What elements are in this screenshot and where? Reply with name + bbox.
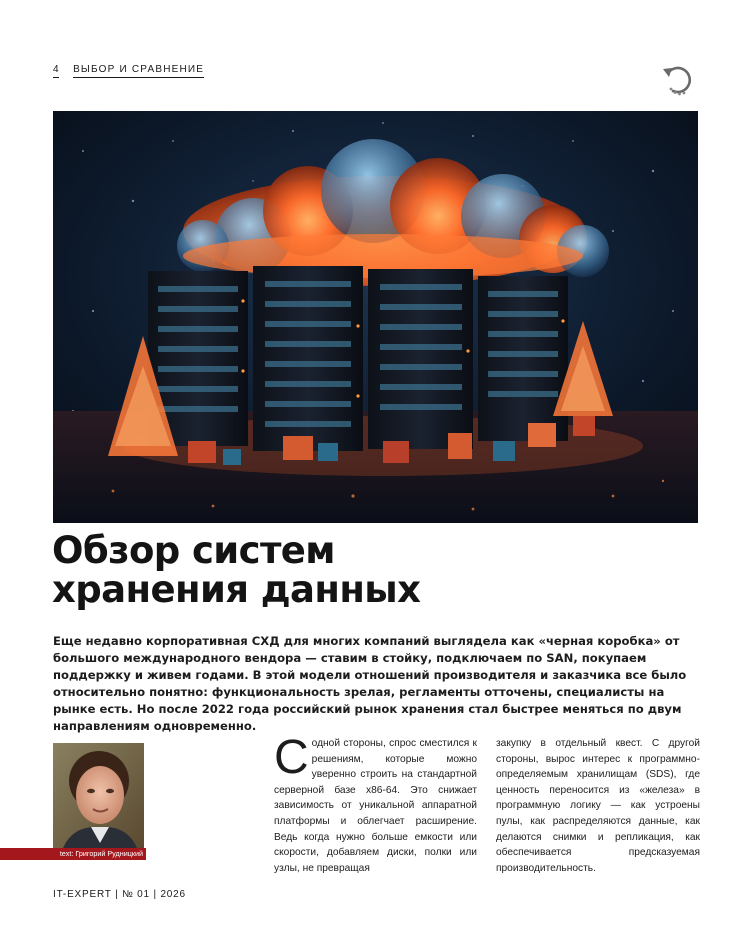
section-title: ВЫБОР И СРАВНЕНИЕ (73, 64, 204, 78)
article-lead: Еще недавно корпоративная СХД для многих компаний выглядела как «черная коробка» от большого международного вендора — ставим в стойку, подключаем по SAN, покупаем поддержку и живем годами. В этой модели отношений производителя и заказчика все было относительно понятно: функциональность зрелая, регламенты отточены, специалисты на рынке есть. Но после 2022 года российский рынок хранения стал быстрее меняться по двум направлениям одновременно. (53, 634, 687, 733)
article-title (52, 531, 420, 609)
body-column-2: закупку в отдельный квест. С другой стороны, вырос интерес к программно-определяемым хранилищам (SDS), где ценность переносится из «железа» в программную логику — как устроены пулы, как распределяются данные, как делаются снимки и репликация, как обеспечивается предсказуемая производительность. (496, 738, 700, 874)
title-line-2: хранения данных (52, 568, 421, 611)
back-rotate-icon[interactable] (660, 60, 698, 98)
drop-cap: С (274, 731, 309, 784)
body-column-1-text: одной стороны, спрос сместился к решениям, которые можно уверенно строить на стандартной серверной базе x86-64. Это снижает зависимость от уникальной аппаратной платформы и облегчает расширение. Ведь когда нужно больше емкости или скорости, добавляем диски, полки или узлы, не превращая (274, 738, 477, 874)
hero-illustration (53, 111, 698, 523)
author-credit: text: Григорий Рудницкий (0, 848, 146, 860)
page-footer: IT-EXPERT | № 01 | 2026 (53, 889, 186, 900)
title-line-1: Обзор систем (52, 529, 335, 572)
author-photo (53, 743, 144, 848)
running-header (53, 63, 204, 79)
body-column-1 (274, 731, 477, 876)
page-number: 4 (53, 64, 59, 78)
